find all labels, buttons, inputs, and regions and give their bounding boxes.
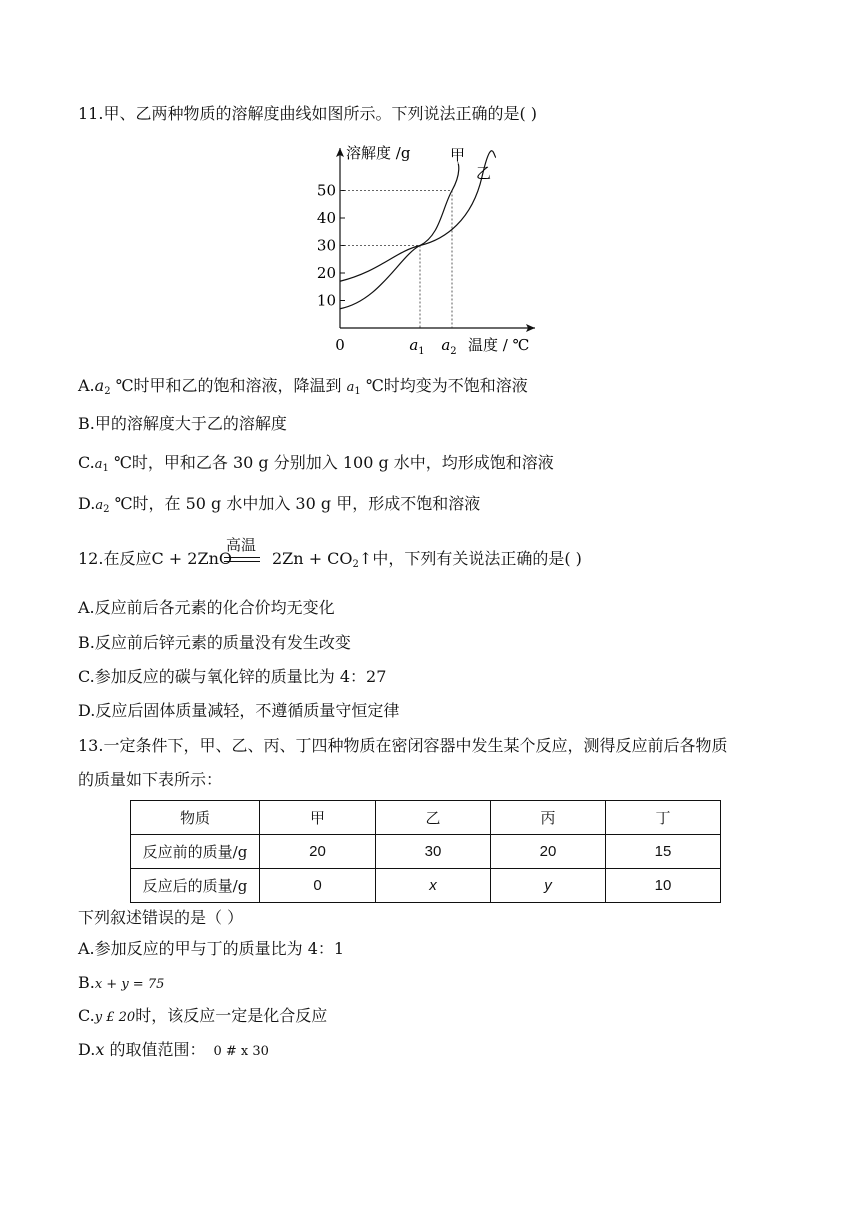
y-tick-label: 30	[316, 236, 336, 255]
gas-arrow: ↑	[358, 549, 373, 568]
table-row	[131, 835, 721, 869]
equation-right: 2Zn + CO	[272, 549, 353, 568]
q12-option-b: B.反应前后锌元素的质量没有发生改变	[78, 633, 351, 652]
q12-option-d: D.反应后固体质量减轻，不遵循质量守恒定律	[78, 701, 400, 720]
q13-option-b: B.x + y = 75	[78, 973, 165, 992]
q11-option-c: $C.a_1$ ℃时，甲和乙各 30 g 分别加入 100 g 水中，均形成饱和溶液	[78, 453, 554, 474]
y-tick-label: 10	[316, 291, 336, 310]
y-tick-label: 40	[316, 209, 336, 227]
q11-option-d: $D.a_2$ ℃时，在 50 g 水中加入 30 g 甲，形成不饱和溶液	[78, 494, 481, 515]
q12-option-c: C.参加反应的碳与氧化锌的质量比为 4：27	[78, 667, 387, 686]
table-cell: 10	[606, 869, 721, 903]
q12-stem: 12.在反应C + 2ZnO $2Zn + CO_2↑$中，下列有关说法正确的是( )	[78, 549, 582, 570]
table-cell: 乙	[376, 801, 491, 835]
table-cell: 0	[260, 869, 376, 903]
x-tick-label: $a_1$	[409, 336, 425, 355]
equals-line	[224, 561, 260, 562]
table-cell: 20	[260, 835, 376, 869]
q13-option-a: A.参加反应的甲与丁的质量比为 4：1	[78, 939, 345, 958]
curve-label-yi: 乙	[476, 164, 492, 182]
table-header-row	[131, 801, 721, 835]
equation-left: C + 2ZnO	[151, 549, 232, 568]
curve-label-jia: 甲	[450, 146, 466, 164]
table-cell: 甲	[260, 801, 376, 835]
table-cell: 丁	[606, 801, 721, 835]
curve-yi	[340, 151, 496, 281]
curve-jia	[340, 163, 459, 309]
y-tick-label: 50	[316, 181, 336, 200]
q11-option-b: B.甲的溶解度大于乙的溶解度	[78, 414, 287, 433]
table-cell: 反应前的质量/g	[131, 835, 260, 869]
q13-option-c: C.y £ 20时，该反应一定是化合反应	[78, 1006, 328, 1025]
table-cell: 丙	[491, 801, 606, 835]
x-axis-label: 温度 / ℃	[468, 336, 530, 354]
table-cell: 反应后的质量/g	[131, 869, 260, 903]
q12-option-a: A.反应前后各元素的化合价均无变化	[78, 598, 335, 617]
q13-question: 下列叙述错误的是（ ）	[78, 908, 244, 927]
equals-line	[224, 557, 260, 558]
q11-option-a: $A.a_2$ ℃时甲和乙的饱和溶液，降温到 $a_1$ ℃时均变为不饱和溶液	[78, 376, 528, 397]
mass-table	[130, 800, 721, 903]
q13-option-d: D.x 的取值范围： 0 # x 30	[78, 1040, 269, 1059]
x-tick-label: $a_2$	[441, 336, 457, 355]
table-cell: 物质	[131, 801, 260, 835]
y-axis-label: 溶解度 /g	[346, 144, 411, 162]
table-cell: 30	[376, 835, 491, 869]
reaction-condition: 高温	[226, 536, 257, 554]
origin-label: 0	[335, 336, 345, 354]
y-tick-label: 20	[316, 264, 336, 282]
q13-stem-line2: 的质量如下表所示：	[78, 770, 223, 789]
table-cell: y	[491, 869, 606, 903]
table-cell: 15	[606, 835, 721, 869]
table-cell: 20	[491, 835, 606, 869]
solubility-chart	[300, 140, 550, 355]
q13-stem-line1: 13.一定条件下，甲、乙、丙、丁四种物质在密闭容器中发生某个反应，测得反应前后各物质	[78, 736, 728, 755]
q11-stem: 11.甲、乙两种物质的溶解度曲线如图所示。下列说法正确的是( )	[78, 104, 538, 123]
table-cell: x	[376, 869, 491, 903]
table-row	[131, 869, 721, 903]
